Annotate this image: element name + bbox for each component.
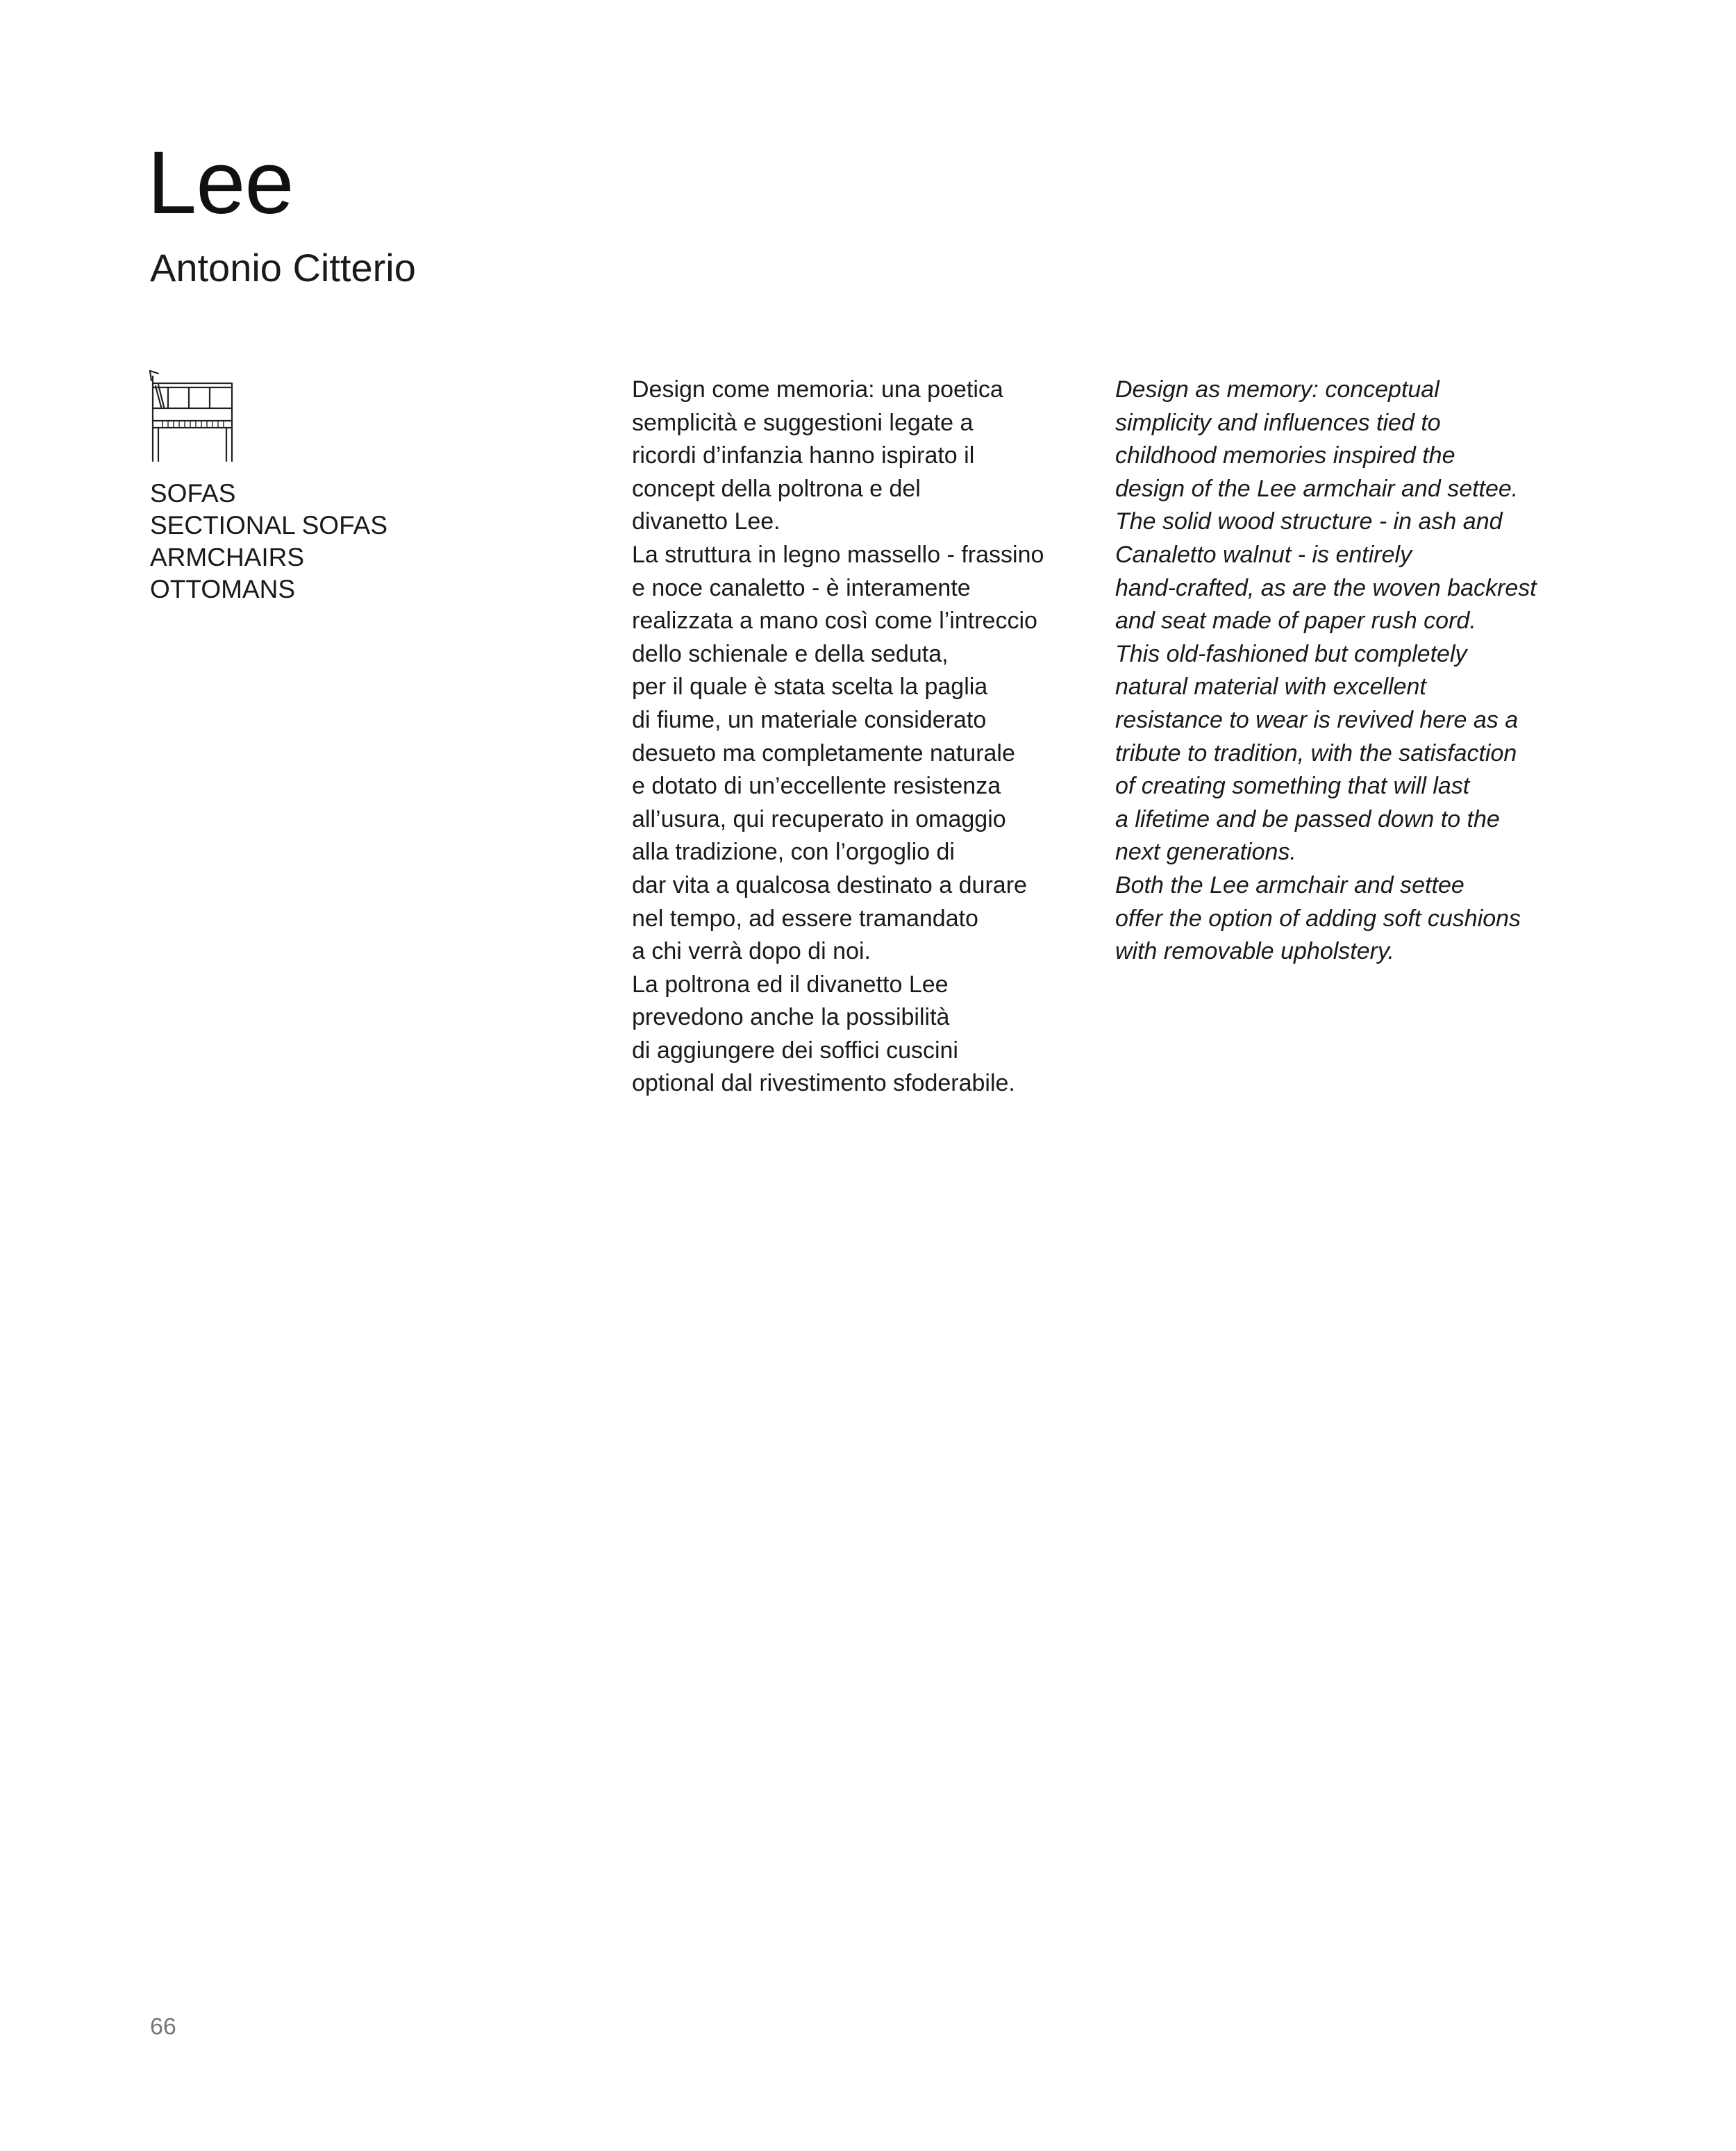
text-line: offer the option of adding soft cushions (1115, 905, 1521, 932)
text-line: with removable upholstery. (1115, 938, 1394, 965)
text-line: resistance to wear is revived here as a (1115, 706, 1519, 733)
category-item: ARMCHAIRS (150, 543, 305, 571)
text-line: Both the Lee armchair and settee (1115, 871, 1464, 898)
text-line: La poltrona ed il divanetto Lee (632, 971, 949, 998)
text-line: of creating something that will last (1115, 773, 1470, 800)
text-line: next generations. (1115, 839, 1296, 866)
text-line: desueto ma completamente naturale (632, 739, 1015, 767)
text-line: simplicity and influences tied to (1115, 409, 1441, 436)
text-line: divanetto Lee. (632, 508, 781, 535)
text-line: realizzata a mano così come l’intreccio (632, 608, 1037, 635)
text-line: This old-fashioned but completely (1115, 640, 1467, 667)
text-line: a lifetime and be passed down to the (1115, 805, 1500, 832)
text-line: Canaletto walnut - is entirely (1115, 541, 1412, 568)
text-line: di fiume, un materiale considerato (632, 706, 987, 733)
text-line: nel tempo, ad essere tramandato (632, 905, 978, 932)
text-line: e dotato di un’eccellente resistenza (632, 773, 1001, 800)
text-line: The solid wood structure - in ash and (1115, 508, 1503, 535)
english-description (1115, 374, 1601, 969)
text-line: concept della poltrona e del (632, 475, 921, 502)
product-title: Lee (147, 133, 294, 233)
text-line: Design come memoria: una poetica (632, 376, 1003, 403)
text-line: per il quale è stata scelta la paglia (632, 673, 988, 701)
text-line: a chi verrà dopo di noi. (632, 938, 871, 965)
text-line: di aggiungere dei soffici cuscini (632, 1037, 958, 1064)
text-line: natural material with excellent (1115, 673, 1426, 701)
page-number: 66 (150, 2014, 176, 2040)
designer-name: Antonio Citterio (150, 246, 416, 290)
text-line: dello schienale e della seduta, (632, 640, 949, 667)
text-line: tribute to tradition, with the satisfaction (1115, 739, 1517, 767)
text-line: hand-crafted, as are the woven backrest (1115, 574, 1537, 601)
text-line: dar vita a qualcosa destinato a durare (632, 871, 1027, 898)
text-line: alla tradizione, con l’orgoglio di (632, 839, 955, 866)
text-line: childhood memories inspired the (1115, 442, 1455, 469)
text-line: Design as memory: conceptual (1115, 376, 1439, 403)
category-list (150, 478, 387, 605)
text-line: La struttura in legno massello - frassino (632, 541, 1044, 568)
category-item: OTTOMANS (150, 575, 295, 603)
text-line: ricordi d’infanzia hanno ispirato il (632, 442, 975, 469)
text-line: design of the Lee armchair and settee. (1115, 475, 1519, 502)
text-line: prevedono anche la possibilità (632, 1004, 950, 1031)
italian-description (632, 374, 1104, 1100)
text-line: all’usura, qui recuperato in omaggio (632, 805, 1006, 832)
text-line: and seat made of paper rush cord. (1115, 608, 1476, 635)
text-line: semplicità e suggestioni legate a (632, 409, 974, 436)
text-line: optional dal rivestimento sfoderabile. (632, 1070, 1015, 1097)
armchair-line-icon (147, 368, 237, 464)
text-line: e noce canaletto - è interamente (632, 574, 971, 601)
category-item: SECTIONAL SOFAS (150, 511, 387, 539)
category-item: SOFAS (150, 479, 236, 508)
